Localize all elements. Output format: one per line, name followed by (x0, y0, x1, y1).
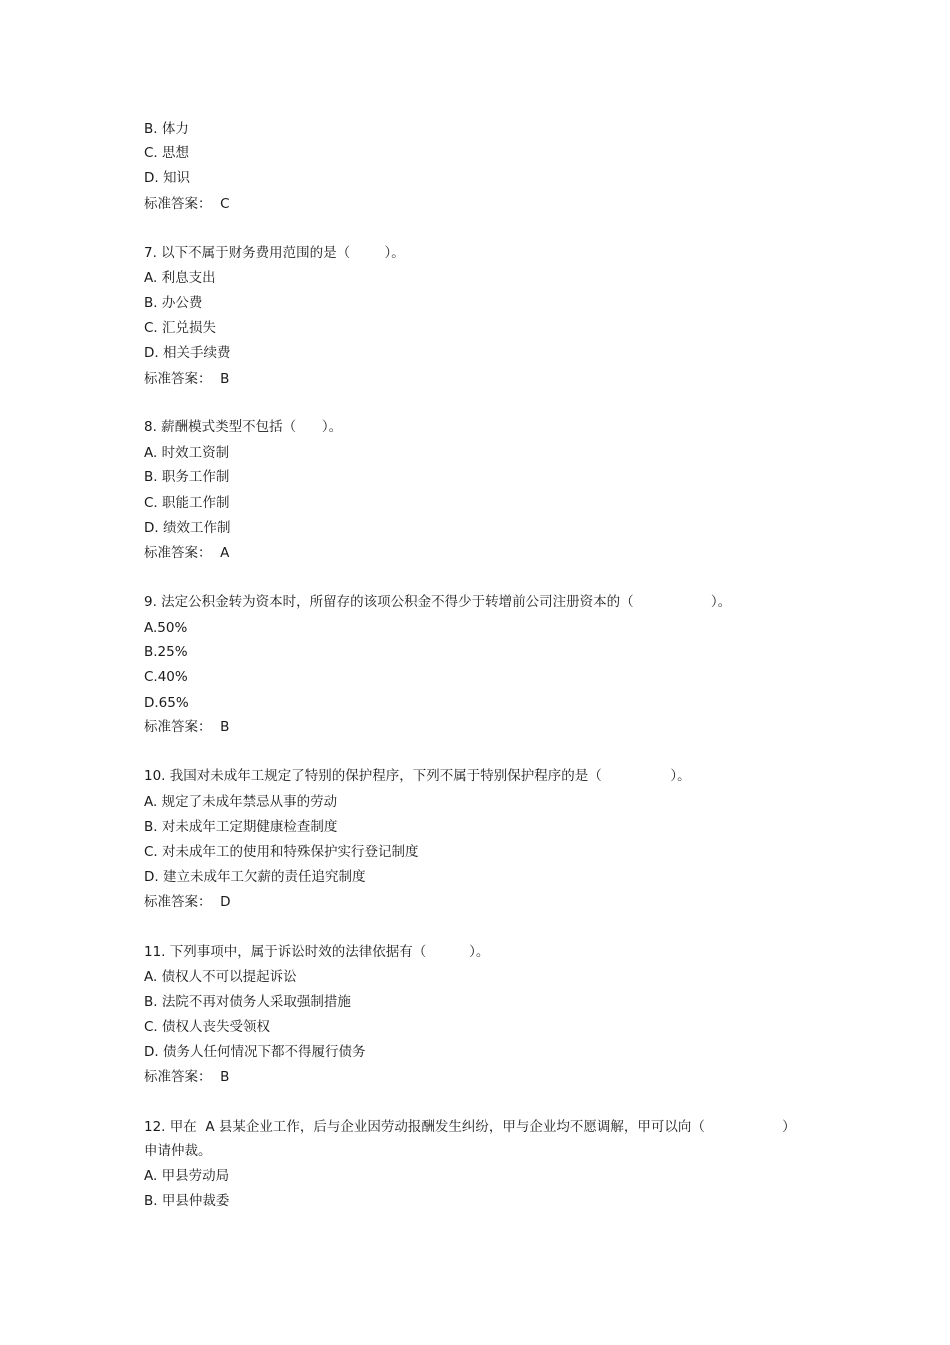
answer-q6: 标准答案： C (144, 196, 230, 212)
option-c-q7: C. 汇兑损失 (144, 320, 217, 336)
option-a-q7: A. 利息支出 (144, 270, 216, 286)
option-a-q8: A. 时效工资制 (144, 445, 230, 461)
option-c-q6: C. 思想 (144, 145, 190, 161)
question-12-cont: 申请仲裁。 (144, 1143, 212, 1159)
option-b-q6: B. 体力 (144, 121, 189, 137)
option-d-q7: D. 相关手续费 (144, 345, 231, 361)
answer-q8: 标准答案： A (144, 545, 230, 561)
option-c-q11: C. 债权人丧失受领权 (144, 1019, 271, 1035)
option-c-q10: C. 对未成年工的使用和特殊保护实行登记制度 (144, 844, 419, 860)
question-7: 7. 以下不属于财务费用范围的是（ ）。 (144, 245, 405, 261)
option-d-q9: D.65% (144, 695, 189, 711)
option-c-q8: C. 职能工作制 (144, 495, 230, 511)
option-a-q11: A. 债权人不可以提起诉讼 (144, 969, 297, 985)
option-d-q10: D. 建立未成年工欠薪的责任追究制度 (144, 869, 366, 885)
question-11: 11. 下列事项中，属于诉讼时效的法律依据有（ ）。 (144, 944, 490, 960)
option-b-q10: B. 对未成年工定期健康检查制度 (144, 819, 338, 835)
option-b-q12: B. 甲县仲裁委 (144, 1193, 230, 1209)
option-a-q12: A. 甲县劳动局 (144, 1168, 230, 1184)
option-d-q11: D. 债务人任何情况下都不得履行债务 (144, 1044, 366, 1060)
option-c-q9: C.40% (144, 669, 188, 685)
answer-q10: 标准答案： D (144, 894, 231, 910)
answer-q9: 标准答案： B (144, 719, 230, 735)
option-d-q8: D. 绩效工作制 (144, 520, 231, 536)
option-d-q6: D. 知识 (144, 170, 190, 186)
question-8: 8. 薪酬模式类型不包括（ ）。 (144, 419, 343, 435)
option-b-q7: B. 办公费 (144, 295, 203, 311)
option-b-q8: B. 职务工作制 (144, 469, 230, 485)
option-b-q11: B. 法院不再对债务人采取强制措施 (144, 994, 351, 1010)
option-a-q10: A. 规定了未成年禁忌从事的劳动 (144, 794, 338, 810)
answer-q11: 标准答案： B (144, 1069, 230, 1085)
question-12: 12. 甲在 A 县某企业工作，后与企业因劳动报酬发生纠纷，甲与企业均不愿调解，甲可以向（ ） (144, 1119, 796, 1135)
question-10: 10. 我国对未成年工规定了特别的保护程序，下列不属于特别保护程序的是（ ）。 (144, 768, 691, 784)
answer-q7: 标准答案： B (144, 371, 230, 387)
option-a-q9: A.50% (144, 620, 188, 636)
question-9: 9. 法定公积金转为资本时，所留存的该项公积金不得少于转增前公司注册资本的（ ）。 (144, 594, 732, 610)
option-b-q9: B.25% (144, 644, 188, 660)
